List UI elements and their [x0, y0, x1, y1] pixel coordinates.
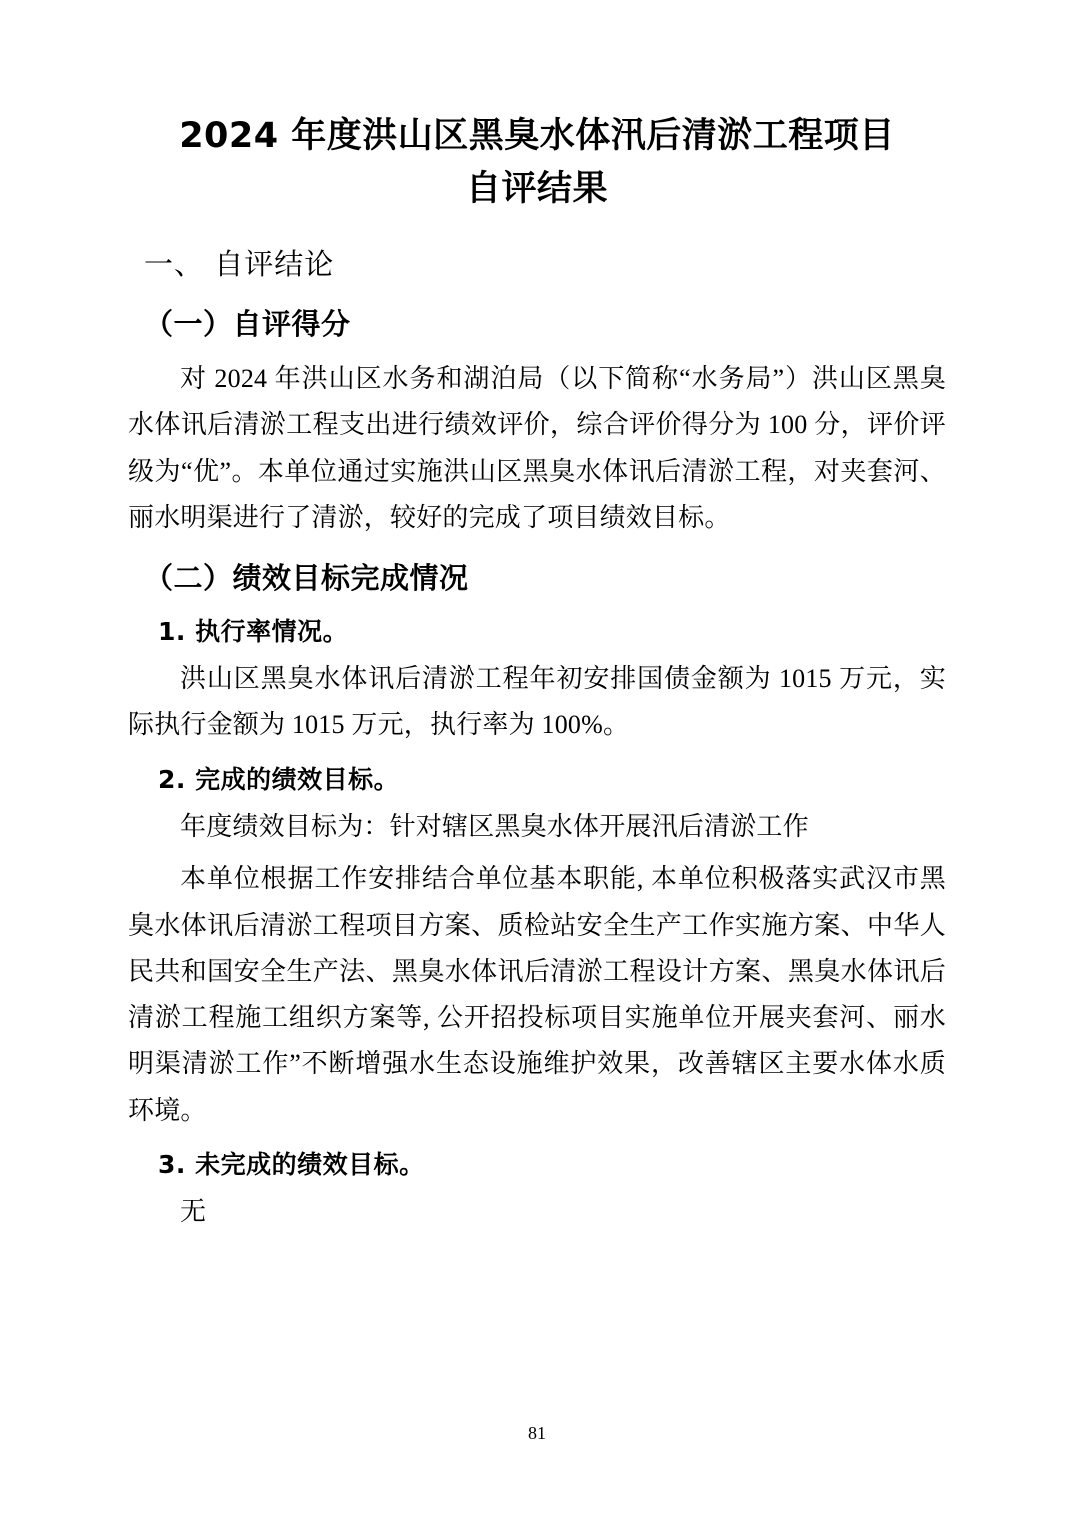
- page-title-line-1: 2024 年度洪山区黑臭水体汛后清淤工程项目: [179, 116, 895, 156]
- page-title: [128, 110, 946, 215]
- paragraph-self-evaluation-score: 对 2024 年洪山区水务和湖泊局（以下简称“水务局”）洪山区黑臭水体讯后清淤工程支出进行绩效评价，综合评价得分为 100 分，评价评级为“优”。本单位通过实施洪山区黑臭水体讯后清淤工程，对夹套河、丽水明渠进行了清淤，较好的完成了项目绩效目标。: [128, 364, 946, 532]
- heading-execution-rate: 1. 执行率情况。: [158, 616, 349, 646]
- paragraph-completed-goals-annual: 年度绩效目标为：针对辖区黑臭水体开展汛后清淤工作: [180, 812, 809, 842]
- heading-self-evaluation-score: （一）自评得分: [144, 306, 351, 341]
- paragraph-completed-goals-detail: 本单位根据工作安排结合单位基本职能, 本单位积极落实武汉市黑臭水体讯后清淤工程项目方案、质检站安全生产工作实施方案、中华人民共和国安全生产法、黑臭水体讯后清淤工程设计方案、黑臭水体讯后清淤工程施工组织方案等, 公开招投标项目实施单位开展夹套河、丽水明渠清淤工作”不断增强水生态设施维护效果，改善辖区主要水体水质环境。: [128, 864, 946, 1125]
- page-number: 81: [528, 1423, 546, 1443]
- heading-performance-goal-completion: （二）绩效目标完成情况: [144, 561, 469, 596]
- heading-uncompleted-goals: 3. 未完成的绩效目标。: [158, 1149, 425, 1179]
- page-title-line-2: 自评结果: [465, 168, 608, 209]
- paragraph-uncompleted-goals: 无: [180, 1197, 207, 1227]
- heading-self-evaluation-conclusion: 一、 自评结论: [144, 247, 335, 281]
- paragraph-execution-rate: 洪山区黑臭水体讯后清淤工程年初安排国债金额为 1015 万元，实际执行金额为 1015 万元，执行率为 100%。: [128, 664, 946, 740]
- heading-completed-goals: 2. 完成的绩效目标。: [158, 764, 400, 794]
